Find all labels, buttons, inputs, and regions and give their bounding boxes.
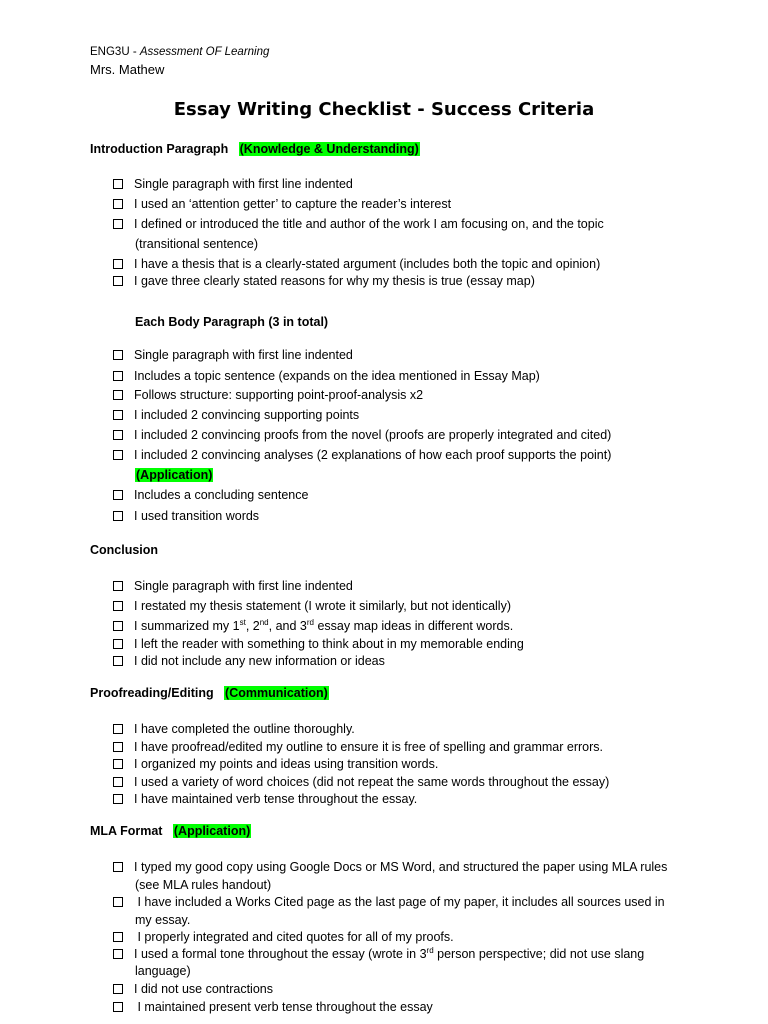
checklist-item[interactable] xyxy=(113,653,385,670)
checklist-item-label: Single paragraph with first line indented xyxy=(134,177,353,191)
checklist-item[interactable] xyxy=(113,636,524,653)
ordinal-suffix: nd xyxy=(259,618,269,627)
checklist-item[interactable] xyxy=(113,427,611,444)
teacher-name: Mrs. Mathew xyxy=(90,62,165,77)
checklist-item[interactable] xyxy=(113,721,355,738)
introduction-heading-text: Introduction Paragraph xyxy=(90,142,229,156)
checklist-item-label: I organized my points and ideas using transition words. xyxy=(134,757,439,771)
checklist-item-label: I used transition words xyxy=(134,509,260,523)
checklist-item-label: I used an ‘attention getter’ to capture the reader’s interest xyxy=(134,197,452,211)
checklist-item[interactable] xyxy=(113,598,511,615)
checkbox-icon[interactable] xyxy=(113,794,123,804)
checklist-item[interactable] xyxy=(113,407,359,424)
checklist-item[interactable] xyxy=(113,774,609,791)
checkbox-icon[interactable] xyxy=(113,742,123,752)
body-tag: (Application) xyxy=(136,468,213,482)
checkbox-icon[interactable] xyxy=(113,1002,123,1012)
checklist-item-label: I restated my thesis statement (I wrote it similarly, but not identically) xyxy=(134,599,511,613)
checklist-item-continuation: language) xyxy=(135,964,191,978)
checkbox-icon[interactable] xyxy=(113,259,123,269)
introduction-heading xyxy=(90,142,420,156)
assessment-type: Assessment OF Learning xyxy=(139,46,270,58)
checklist-item[interactable] xyxy=(113,508,259,525)
checklist-item-label xyxy=(134,619,513,633)
checklist-item-label: I gave three clearly stated reasons for why my thesis is true (essay map) xyxy=(134,274,535,288)
summary-text: essay map ideas in different words. xyxy=(314,619,514,633)
checklist-item-label: I typed my good copy using Google Docs or MS Word, and structured the paper using MLA rules xyxy=(134,860,668,874)
checklist-item[interactable] xyxy=(113,981,273,998)
checklist-item[interactable] xyxy=(113,176,353,193)
checklist-item[interactable] xyxy=(113,273,535,290)
proofreading-heading-text: Proofreading/Editing xyxy=(90,686,214,700)
checkbox-icon[interactable] xyxy=(113,199,123,209)
checklist-item[interactable] xyxy=(113,756,438,773)
checklist-item-continuation: my essay. xyxy=(135,913,191,927)
course-code: ENG3U xyxy=(90,46,130,58)
mla-heading xyxy=(90,824,251,838)
checklist-item-label: I included 2 convincing supporting points xyxy=(134,408,360,422)
summary-text: I summarized my 1 xyxy=(134,619,240,633)
checklist-item-label: Includes a topic sentence (expands on the idea mentioned in Essay Map) xyxy=(134,369,540,383)
checkbox-icon[interactable] xyxy=(113,410,123,420)
page-title: Essay Writing Checklist - Success Criteria xyxy=(173,99,595,120)
checklist-item[interactable] xyxy=(113,999,433,1016)
checklist-item-label: I included 2 convincing proofs from the novel (proofs are properly integrated and cited) xyxy=(134,428,612,442)
checklist-item[interactable] xyxy=(113,216,604,233)
checkbox-icon[interactable] xyxy=(113,430,123,440)
checklist-item[interactable] xyxy=(113,791,417,808)
checklist-item[interactable] xyxy=(113,739,603,756)
checklist-item-label: I have maintained verb tense throughout the essay. xyxy=(134,792,418,806)
checklist-item-label: I have included a Works Cited page as the last page of my paper, it includes all sources used in xyxy=(134,895,665,909)
checkbox-icon[interactable] xyxy=(113,350,123,360)
ordinal-suffix: rd xyxy=(306,618,314,627)
checkbox-icon[interactable] xyxy=(113,621,123,631)
checklist-item-label: I left the reader with something to think about in my memorable ending xyxy=(134,637,524,651)
checklist-item[interactable] xyxy=(113,618,513,635)
checklist-item-label: Single paragraph with first line indented xyxy=(134,348,353,362)
checkbox-icon[interactable] xyxy=(113,897,123,907)
tone-text: I used a formal tone throughout the essay (wrote in 3 xyxy=(134,947,427,961)
course-separator: - xyxy=(129,46,140,58)
checkbox-icon[interactable] xyxy=(113,511,123,521)
checkbox-icon[interactable] xyxy=(113,724,123,734)
checkbox-icon[interactable] xyxy=(113,179,123,189)
checklist-item-label: I did not include any new information or ideas xyxy=(134,654,385,668)
checklist-item-label: Includes a concluding sentence xyxy=(134,488,309,502)
checkbox-icon[interactable] xyxy=(113,639,123,649)
checklist-item[interactable] xyxy=(113,387,423,404)
ordinal-suffix: rd xyxy=(426,946,434,955)
checklist-item[interactable] xyxy=(113,196,451,213)
checkbox-icon[interactable] xyxy=(113,862,123,872)
checklist-item[interactable] xyxy=(113,946,644,963)
checkbox-icon[interactable] xyxy=(113,759,123,769)
checkbox-icon[interactable] xyxy=(113,581,123,591)
checkbox-icon[interactable] xyxy=(113,949,123,959)
summary-text: , 2 xyxy=(245,619,260,633)
ordinal-suffix: st xyxy=(239,618,246,627)
checkbox-icon[interactable] xyxy=(113,371,123,381)
proofreading-tag: (Communication) xyxy=(225,686,328,700)
checklist-item-continuation: (transitional sentence) xyxy=(135,237,258,251)
checklist-item-label: I defined or introduced the title and author of the work I am focusing on, and the topic xyxy=(134,217,604,231)
checklist-item[interactable] xyxy=(113,578,353,595)
conclusion-heading: Conclusion xyxy=(90,543,159,557)
checkbox-icon[interactable] xyxy=(113,932,123,942)
proofreading-heading xyxy=(90,686,329,700)
checklist-item-label xyxy=(134,947,644,961)
body-heading: Each Body Paragraph (3 in total) xyxy=(135,315,329,329)
tone-text: person perspective; did not use slang xyxy=(433,947,645,961)
checklist-item[interactable] xyxy=(113,487,308,504)
checklist-item-label: I included 2 convincing analyses (2 explanations of how each proof supports the point) xyxy=(134,448,612,462)
checklist-item-label: I have proofread/edited my outline to ensure it is free of spelling and grammar errors. xyxy=(134,740,603,754)
checklist-item[interactable] xyxy=(113,347,353,364)
checklist-item[interactable] xyxy=(113,447,611,464)
checkbox-icon[interactable] xyxy=(113,490,123,500)
checkbox-icon[interactable] xyxy=(113,601,123,611)
checkbox-icon[interactable] xyxy=(113,390,123,400)
checkbox-icon[interactable] xyxy=(113,450,123,460)
checkbox-icon[interactable] xyxy=(113,219,123,229)
introduction-tag: (Knowledge & Understanding) xyxy=(239,142,419,156)
checklist-item[interactable] xyxy=(113,929,454,946)
checklist-item[interactable] xyxy=(113,859,667,876)
checklist-item[interactable] xyxy=(113,894,665,911)
checklist-item[interactable] xyxy=(113,256,600,273)
checklist-item-continuation: (see MLA rules handout) xyxy=(135,878,272,892)
mla-tag: (Application) xyxy=(173,824,251,838)
checklist-item-label: I have a thesis that is a clearly-stated argument (includes both the topic and opinion) xyxy=(134,257,601,271)
checklist-item-label: I did not use contractions xyxy=(134,982,273,996)
checkbox-icon[interactable] xyxy=(113,777,123,787)
checklist-item[interactable] xyxy=(113,368,540,385)
summary-text: , and 3 xyxy=(268,619,307,633)
checklist-item-label: I properly integrated and cited quotes for all of my proofs. xyxy=(134,930,454,944)
checklist-item-label: Single paragraph with first line indented xyxy=(134,579,353,593)
checkbox-icon[interactable] xyxy=(113,984,123,994)
body-tag-line xyxy=(135,467,213,484)
checklist-item-label: I used a variety of word choices (did not repeat the same words throughout the essay) xyxy=(134,775,610,789)
checklist-item-label: Follows structure: supporting point-proof-analysis x2 xyxy=(134,388,424,402)
checklist-item-label: I maintained present verb tense throughout the essay xyxy=(134,1000,433,1014)
course-line xyxy=(90,46,269,58)
checkbox-icon[interactable] xyxy=(113,276,123,286)
mla-heading-text: MLA Format xyxy=(90,824,163,838)
checkbox-icon[interactable] xyxy=(113,656,123,666)
checklist-item-label: I have completed the outline thoroughly. xyxy=(134,722,355,736)
